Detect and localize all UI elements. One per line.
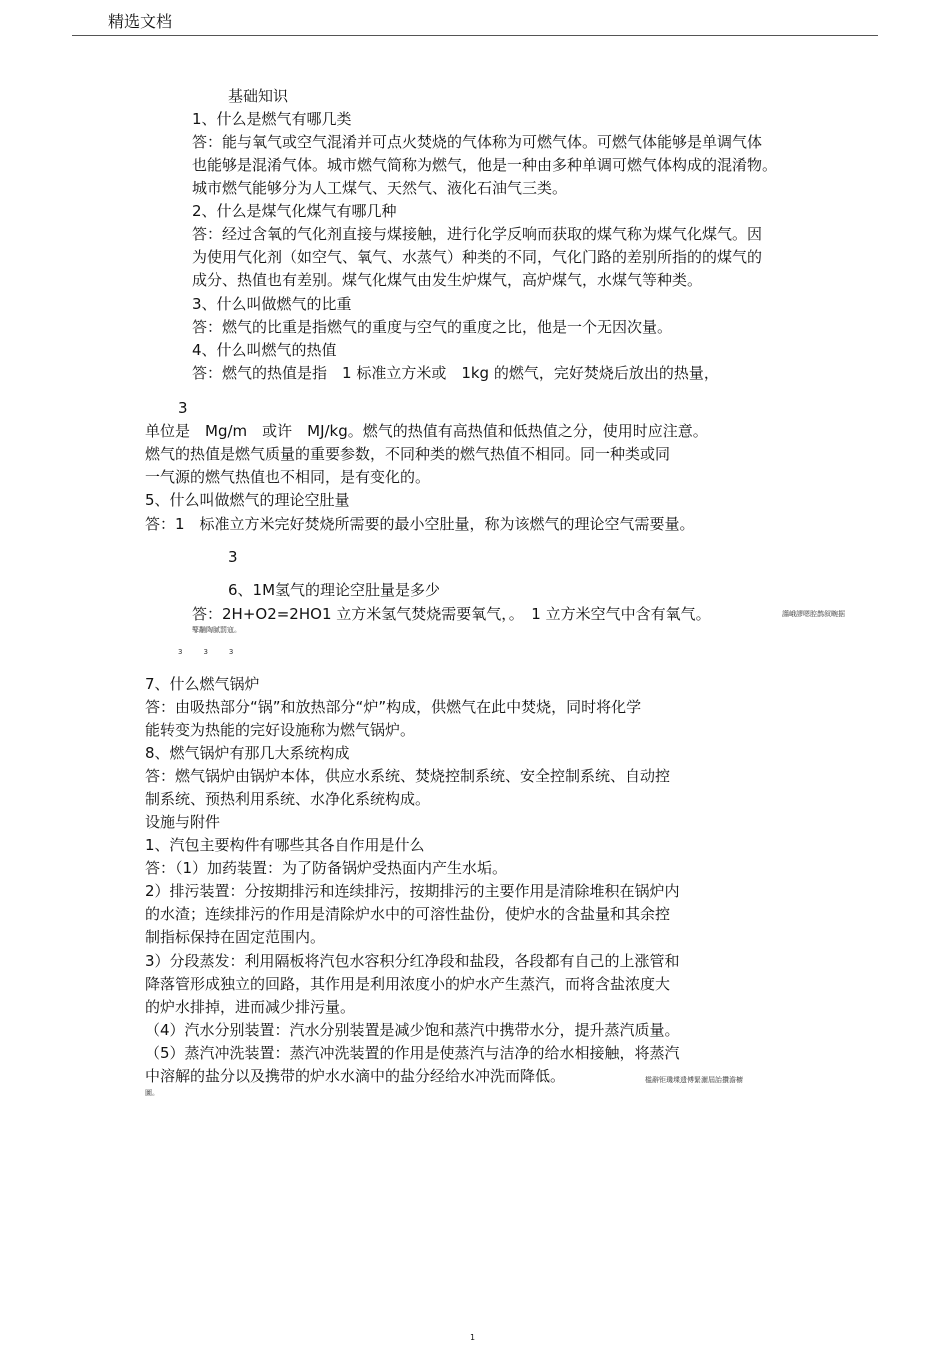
question-heading: 1、什么是燃气有哪几类: [192, 110, 352, 128]
section-heading: 基础知识: [228, 87, 289, 105]
answer-line: 答：能与氧气或空气混淆并可点火焚烧的气体称为可燃气体。可燃气体能够是单调气体: [192, 133, 763, 151]
answer-line: 3）分段蒸发：利用隔板将汽包水容积分红净段和盐段，各段都有自己的上涨管和: [145, 952, 680, 970]
garbled-note: 譾峨謬嗯腔鹊叙畹据: [782, 610, 845, 618]
question-heading: 7、什么燃气锅炉: [145, 675, 260, 693]
superscript-marker: 3: [228, 548, 238, 566]
question-heading: 5、什么叫做燃气的理论空肚量: [145, 491, 350, 509]
page-number: 1: [470, 1333, 476, 1342]
answer-line: 单位是 Mg/m 或许 MJ/kg。燃气的热值有高热值和低热值之分，使用时应注意。: [145, 422, 708, 440]
answer-line: （4）汽水分别装置：汽水分别装置是减少饱和蒸汽中携带水分，提升蒸汽质量。: [145, 1021, 680, 1039]
question-heading: 6、1M氢气的理论空肚量是多少: [228, 581, 441, 599]
question-heading: 3、什么叫做燃气的比重: [192, 295, 352, 313]
answer-line: 城市燃气能够分为人工煤气、天然气、液化石油气三类。: [192, 179, 568, 197]
answer-line: 答：由吸热部分“锅”和放热部分“炉”构成，供燃气在此中焚烧，同时将化学: [145, 698, 642, 716]
question-heading: 2、什么是煤气化煤气有哪几种: [192, 202, 397, 220]
answer-line: 答：1 标准立方米完好焚烧所需要的最小空肚量，称为该燃气的理论空气需要量。: [145, 515, 695, 533]
answer-line: 答：经过含氧的气化剂直接与煤接触，进行化学反响而获取的煤气称为煤气化煤气。因: [192, 225, 763, 243]
answer-line: 答：燃气的热值是指 1 标准立方米或 1kg 的燃气，完好焚烧后放出的热量，: [192, 364, 719, 382]
answer-line: 答：燃气的比重是指燃气的重度与空气的重度之比，他是一个无因次量。: [192, 318, 673, 336]
answer-line: 燃气的热值是燃气质量的重要参数，不同种类的燃气热值不相同。同一种类或同: [145, 445, 671, 463]
answer-line: （5）蒸汽冲洗装置：蒸汽冲洗装置的作用是使蒸汽与洁净的给水相接触，将蒸汽: [145, 1044, 680, 1062]
superscript-marker: 3: [178, 399, 188, 417]
answer-line: 也能够是混淆气体。城市燃气简称为燃气，他是一种由多种单调可燃气体构成的混淆物。: [192, 156, 778, 174]
section-heading: 设施与附件: [145, 813, 221, 831]
answer-line: 答：2H+O2=2HO1 立方米氢气焚烧需要氧气，。 1 立方米空气中含有氧气。: [192, 605, 711, 623]
header-rule: [72, 35, 878, 36]
header-label: 精选文档: [108, 12, 173, 31]
answer-line: 能转变为热能的完好设施称为燃气锅炉。: [145, 721, 416, 739]
subscript-markers: 3 3 3: [178, 648, 234, 656]
answer-line: 的炉水排掉，进而减少排污量。: [145, 998, 356, 1016]
garbled-note: 鼕黼陶腻罰寇。: [192, 626, 241, 634]
answer-line: 降落管形成独立的回路，其作用是利用浓度小的炉水产生蒸汽，而将含盐浓度大: [145, 975, 671, 993]
answer-line: 2）排污装置：分按期排污和连续排污，按期排污的主要作用是清除堆积在锅炉内: [145, 882, 680, 900]
answer-line: 制指标保持在固定范围内。: [145, 928, 326, 946]
question-heading: 8、燃气锅炉有那几大系统构成: [145, 744, 350, 762]
garbled-note: 圖。: [145, 1089, 159, 1097]
question-heading: 4、什么叫燃气的热值: [192, 341, 337, 359]
answer-line: 答：燃气锅炉由锅炉本体，供应水系统、焚烧控制系统、安全控制系统、自动控: [145, 767, 671, 785]
answer-line: 的水渣；连续排污的作用是清除炉水中的可溶性盐份，使炉水的含盐量和其余控: [145, 905, 671, 923]
garbled-note: 槛辭钜璣堞遗傅緊灑屆詒攢澹櫥: [645, 1076, 743, 1084]
answer-line: 中溶解的盐分以及携带的炉水水滴中的盐分经给水冲洗而降低。: [145, 1067, 566, 1085]
answer-line: 答：（1）加药装置：为了防备锅炉受热面内产生水垢。: [145, 859, 508, 877]
answer-line: 制系统、预热利用系统、水净化系统构成。: [145, 790, 431, 808]
answer-line: 一气源的燃气热值也不相同，是有变化的。: [145, 468, 431, 486]
question-heading: 1、汽包主要构件有哪些其各自作用是什么: [145, 836, 425, 854]
answer-line: 成分、热值也有差别。煤气化煤气由发生炉煤气，高炉煤气，水煤气等种类。: [192, 271, 703, 289]
answer-line: 为使用气化剂（如空气、氧气、水蒸气）种类的不同，气化门路的差别所指的的煤气的: [192, 248, 763, 266]
